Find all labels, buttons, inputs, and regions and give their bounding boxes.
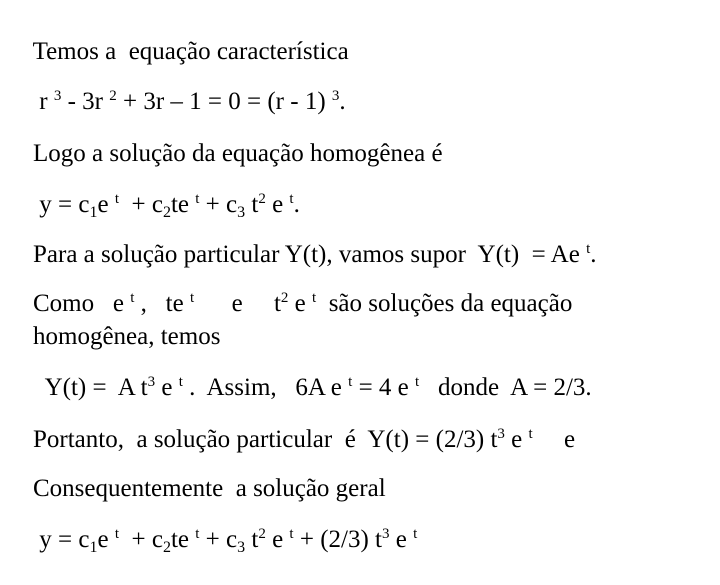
- particular-solution-guess: Para a solução particular Y(t), vamos supor Y(t) = Ae $^t$.: [33, 241, 597, 268]
- general-solution-intro: Consequentemente a solução geral: [33, 475, 386, 502]
- characteristic-equation: r $^3$ - 3r $^2$ + 3r – 1 = 0 = (r - 1) $^3$.: [33, 88, 346, 115]
- particular-solution-result: Portanto, a solução particular é Y(t) = (2/3) $t^3$ e $^t$ e: [33, 426, 576, 453]
- homogeneous-solution: $y = c_1e$ $^t + c_2te$ $^t + c_3$ $t^2$ e $^t$.: [33, 191, 300, 221]
- homogeneous-solutions-note-cont: homogênea, temos: [33, 323, 221, 350]
- particular-solution-derivation: Y(t) = A $t^3$ e $^t$ . Assim, 6A e $^t$ = 4 e $^t$ donde A = 2/3.: [33, 374, 592, 401]
- intro-line: Temos a equação característica: [32, 38, 349, 65]
- general-solution: $y = c_1e$ $^t + c_2te$ $^t + c_3$ $t^2$ e $^t$ + (2/3) $t^3$ e $^t$: [33, 526, 418, 556]
- homogeneous-intro: Logo a solução da equação homogênea é: [33, 140, 443, 167]
- homogeneous-solutions-note: Como e $^t$ , te $^t$ e $t^2$ e $^t$ são soluções da equação: [33, 290, 573, 317]
